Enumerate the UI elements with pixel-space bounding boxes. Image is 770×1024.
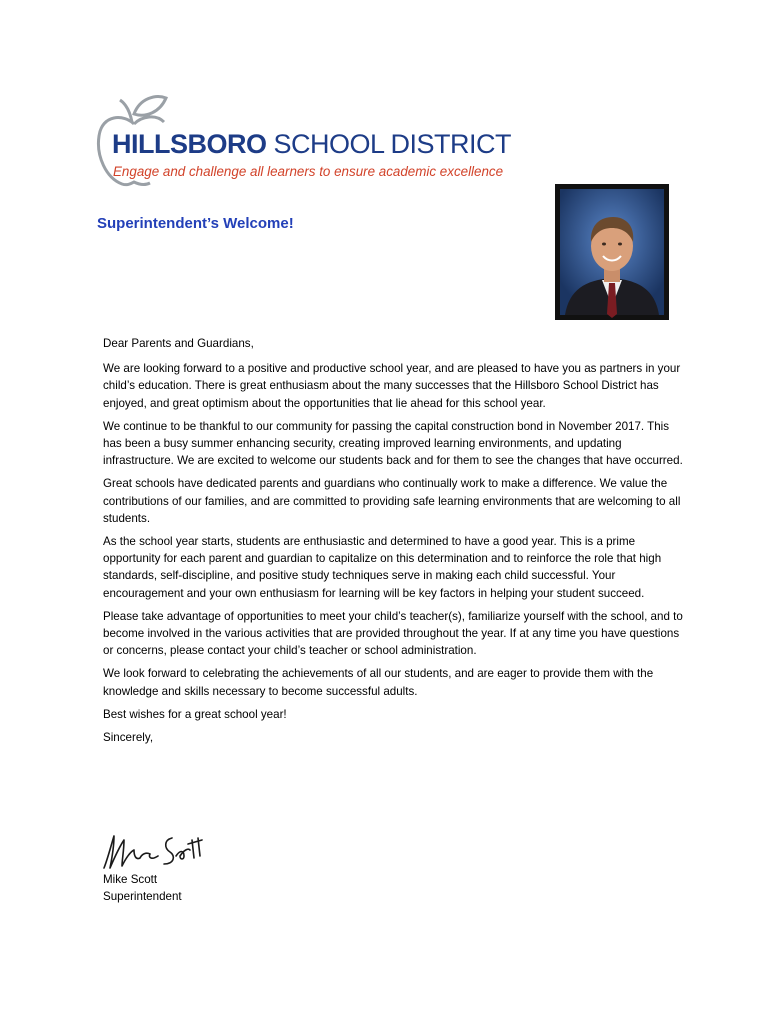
letter-body	[103, 335, 683, 752]
paragraph: Please take advantage of opportunities to meet your child’s teacher(s), familiarize yourself with the school, and to become involved in the various activities that are provided throughout the year. If at any time you have questions or concerns, please contact your child’s teacher or school administration.	[103, 609, 683, 658]
portrait-photo-icon	[555, 184, 669, 320]
closing-wishes: Best wishes for a great school year!	[103, 707, 287, 721]
paragraph: Great schools have dedicated parents and guardians who continually work to make a difference. We value the contributions of our families, and are committed to providing safe learning environments that are welcoming to all students.	[103, 477, 681, 525]
paragraph: We are looking forward to a positive and productive school year, and are pleased to have you as partners in your child’s education. There is great enthusiasm about the many successes that the Hillsboro School District has enjoyed, and great optimism about the opportunities that lie ahead for this school year.	[103, 362, 681, 410]
paragraph: We look forward to celebrating the achievements of all our students, and are eager to provide them with the knowledge and skills necessary to become successful adults.	[103, 667, 654, 698]
district-name-light: SCHOOL DISTRICT	[273, 129, 512, 159]
district-logo	[94, 92, 514, 188]
signer-block	[103, 871, 182, 905]
district-tagline: Engage and challenge all learners to ensure academic excellence	[113, 164, 504, 179]
signer-name: Mike Scott	[103, 873, 158, 886]
superintendent-photo	[555, 184, 669, 320]
handwritten-signature-icon	[98, 828, 208, 874]
district-name-bold: HILLSBORO	[112, 129, 267, 159]
signer-title: Superintendent	[103, 890, 182, 904]
paragraph: We continue to be thankful to our community for passing the capital construction bond in November 2017. This has been a busy summer enhancing security, creating improved learning environments, and updating infrastructure. We are excited to welcome our students back and for them to see the changes that have occurred.	[103, 419, 683, 468]
page-title: Superintendent’s Welcome!	[97, 215, 294, 232]
greeting: Dear Parents and Guardians,	[103, 337, 254, 350]
district-name	[112, 129, 511, 159]
sign-off: Sincerely,	[103, 731, 154, 745]
paragraph: As the school year starts, students are enthusiastic and determined to have a good year. This is a prime opportunity for each parent and guardian to capitalize on this determination and to reinforce the role that high standards, self-discipline, and positive study techniques serve in making each child successful. Your encouragement and your own enthusiasm for learning will be key factors in helping your student succeed.	[103, 535, 662, 600]
